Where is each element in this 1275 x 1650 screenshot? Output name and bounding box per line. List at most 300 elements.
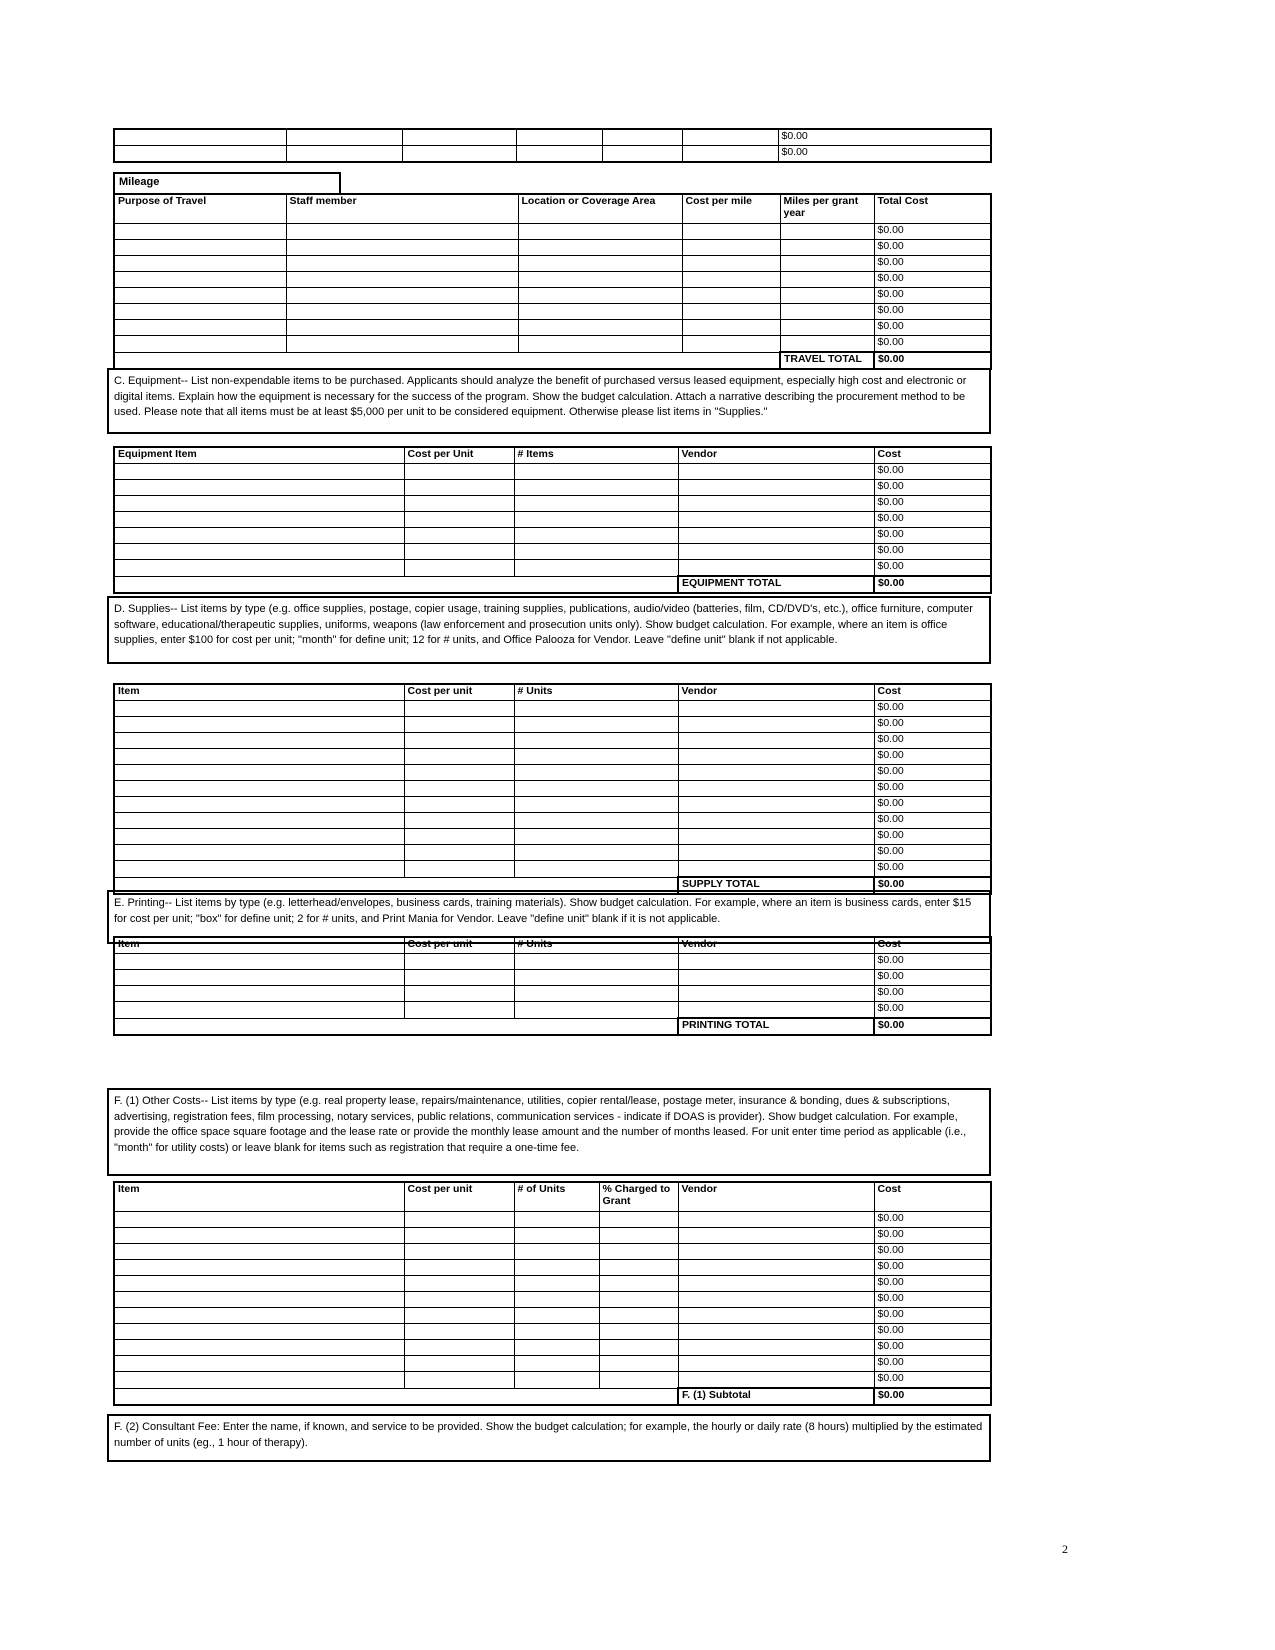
cost-cell[interactable]: $0.00 (874, 701, 991, 717)
input-cell[interactable] (404, 480, 514, 496)
cost-cell[interactable]: $0.00 (874, 797, 991, 813)
cost-cell[interactable]: $0.00 (874, 1002, 991, 1019)
input-cell[interactable] (678, 1292, 874, 1308)
table-row (114, 272, 991, 288)
input-cell[interactable] (114, 1002, 404, 1019)
cost-cell[interactable]: $0.00 (874, 765, 991, 781)
input-cell[interactable] (514, 717, 678, 733)
input-cell[interactable] (402, 146, 516, 163)
table-row (114, 1372, 991, 1389)
input-cell[interactable] (114, 320, 286, 336)
total-value: $0.00 (874, 576, 991, 593)
supplies-table (113, 683, 992, 895)
input-cell[interactable] (514, 861, 678, 878)
cost-cell[interactable]: $0.00 (874, 1308, 991, 1324)
table-row (114, 320, 991, 336)
input-cell[interactable] (514, 781, 678, 797)
input-cell[interactable] (286, 320, 518, 336)
table-row (114, 717, 991, 733)
input-cell[interactable] (514, 544, 678, 560)
input-cell[interactable] (518, 256, 682, 272)
input-cell[interactable] (402, 129, 516, 146)
input-cell[interactable] (404, 1372, 514, 1389)
input-cell[interactable] (286, 304, 518, 320)
input-cell[interactable] (114, 1292, 404, 1308)
input-cell[interactable] (514, 765, 678, 781)
input-cell[interactable] (678, 829, 874, 845)
input-cell[interactable] (114, 496, 404, 512)
cost-cell[interactable]: $0.00 (874, 288, 991, 304)
input-cell[interactable] (682, 129, 778, 146)
cost-cell[interactable]: $0.00 (874, 464, 991, 480)
input-cell[interactable] (514, 512, 678, 528)
column-header-4: % Charged to Grant (599, 1182, 678, 1212)
input-cell[interactable] (514, 1324, 599, 1340)
input-cell[interactable] (114, 797, 404, 813)
total-value: $0.00 (874, 877, 991, 894)
total-label: F. (1) Subtotal (678, 1388, 874, 1405)
table-header-row (114, 1182, 991, 1212)
cost-cell[interactable]: $0.00 (874, 861, 991, 878)
input-cell[interactable] (286, 336, 518, 353)
input-cell[interactable] (678, 749, 874, 765)
table-row (114, 1340, 991, 1356)
input-cell[interactable] (404, 1356, 514, 1372)
input-cell[interactable] (518, 320, 682, 336)
input-cell[interactable] (404, 829, 514, 845)
table-row (114, 240, 991, 256)
input-cell[interactable] (514, 829, 678, 845)
input-cell[interactable] (404, 1292, 514, 1308)
input-cell[interactable] (114, 560, 404, 577)
input-cell[interactable] (404, 1244, 514, 1260)
table-row (114, 528, 991, 544)
mileage-section-label: Mileage (113, 172, 341, 195)
cost-cell[interactable]: $0.00 (874, 1260, 991, 1276)
input-cell[interactable] (780, 240, 874, 256)
input-cell[interactable] (678, 1372, 874, 1389)
input-cell[interactable] (678, 1260, 874, 1276)
input-cell[interactable] (678, 970, 874, 986)
input-cell[interactable] (516, 129, 602, 146)
cost-cell[interactable]: $0.00 (874, 512, 991, 528)
cost-cell[interactable]: $0.00 (874, 829, 991, 845)
input-cell[interactable] (114, 954, 404, 970)
cost-cell[interactable]: $0.00 (874, 1228, 991, 1244)
table-row (114, 1244, 991, 1260)
input-cell[interactable] (114, 861, 404, 878)
input-cell[interactable] (404, 1228, 514, 1244)
input-cell[interactable] (514, 701, 678, 717)
other-costs-instructions (107, 1088, 991, 1176)
column-header-4: Vendor (678, 937, 874, 954)
table-row (114, 781, 991, 797)
input-cell[interactable] (599, 1308, 678, 1324)
input-cell[interactable] (404, 1212, 514, 1228)
input-cell[interactable] (678, 797, 874, 813)
input-cell[interactable] (678, 765, 874, 781)
input-cell[interactable] (114, 1340, 404, 1356)
input-cell[interactable] (514, 1260, 599, 1276)
input-cell[interactable] (678, 781, 874, 797)
input-cell[interactable] (514, 733, 678, 749)
input-cell[interactable] (404, 954, 514, 970)
input-cell[interactable] (114, 1244, 404, 1260)
input-cell[interactable] (404, 464, 514, 480)
input-cell[interactable] (286, 272, 518, 288)
input-cell[interactable] (780, 224, 874, 240)
input-cell[interactable] (114, 986, 404, 1002)
input-cell[interactable] (599, 1340, 678, 1356)
input-cell[interactable] (404, 765, 514, 781)
input-cell[interactable] (780, 288, 874, 304)
input-cell[interactable] (404, 528, 514, 544)
input-cell[interactable] (404, 512, 514, 528)
table-row (114, 560, 991, 577)
column-header-2: Cost per Unit (404, 447, 514, 464)
input-cell[interactable] (404, 781, 514, 797)
input-cell[interactable] (404, 1308, 514, 1324)
input-cell[interactable] (404, 813, 514, 829)
input-cell[interactable] (682, 224, 780, 240)
cost-cell[interactable]: $0.00 (778, 129, 991, 146)
input-cell[interactable] (514, 986, 678, 1002)
table-row (114, 970, 991, 986)
cost-cell[interactable]: $0.00 (874, 256, 991, 272)
input-cell[interactable] (114, 813, 404, 829)
cost-cell[interactable]: $0.00 (874, 813, 991, 829)
input-cell[interactable] (114, 304, 286, 320)
table-row (114, 1212, 991, 1228)
input-cell[interactable] (114, 224, 286, 240)
cost-cell[interactable]: $0.00 (874, 781, 991, 797)
input-cell[interactable] (678, 1276, 874, 1292)
cost-cell[interactable]: $0.00 (874, 970, 991, 986)
total-row (114, 352, 991, 369)
input-cell[interactable] (599, 1356, 678, 1372)
input-cell[interactable] (599, 1260, 678, 1276)
input-cell[interactable] (114, 1324, 404, 1340)
input-cell[interactable] (404, 749, 514, 765)
input-cell[interactable] (514, 797, 678, 813)
table-row (114, 288, 991, 304)
table-row (114, 749, 991, 765)
input-cell[interactable] (114, 480, 404, 496)
input-cell[interactable] (114, 765, 404, 781)
input-cell[interactable] (514, 1276, 599, 1292)
cost-cell[interactable]: $0.00 (874, 986, 991, 1002)
input-cell[interactable] (114, 1372, 404, 1389)
input-cell[interactable] (599, 1244, 678, 1260)
column-header-5: Miles per grant year (780, 194, 874, 224)
input-cell[interactable] (780, 256, 874, 272)
input-cell[interactable] (114, 733, 404, 749)
input-cell[interactable] (678, 512, 874, 528)
input-cell[interactable] (518, 304, 682, 320)
input-cell[interactable] (599, 1212, 678, 1228)
input-cell[interactable] (114, 970, 404, 986)
input-cell[interactable] (514, 496, 678, 512)
input-cell[interactable] (518, 224, 682, 240)
input-cell[interactable] (514, 954, 678, 970)
input-cell[interactable] (514, 1002, 678, 1019)
input-cell[interactable] (780, 320, 874, 336)
input-cell[interactable] (599, 1228, 678, 1244)
input-cell[interactable] (678, 1212, 874, 1228)
total-label: TRAVEL TOTAL (780, 352, 874, 369)
input-cell[interactable] (286, 288, 518, 304)
cost-cell[interactable]: $0.00 (874, 560, 991, 577)
cost-cell[interactable]: $0.00 (874, 240, 991, 256)
input-cell[interactable] (514, 813, 678, 829)
input-cell[interactable] (780, 336, 874, 353)
input-cell[interactable] (599, 1324, 678, 1340)
input-cell[interactable] (404, 1002, 514, 1019)
cost-cell[interactable]: $0.00 (874, 733, 991, 749)
input-cell[interactable] (682, 304, 780, 320)
cost-cell[interactable]: $0.00 (874, 480, 991, 496)
table-row (114, 224, 991, 240)
input-cell[interactable] (404, 1324, 514, 1340)
input-cell[interactable] (114, 1276, 404, 1292)
input-cell[interactable] (678, 701, 874, 717)
input-cell[interactable] (404, 733, 514, 749)
input-cell[interactable] (678, 861, 874, 878)
table-row (114, 1002, 991, 1019)
input-cell[interactable] (114, 146, 286, 163)
input-cell[interactable] (514, 1292, 599, 1308)
column-header-1: Item (114, 1182, 404, 1212)
input-cell[interactable] (599, 1372, 678, 1389)
equipment-instructions (107, 368, 991, 434)
input-cell[interactable] (518, 336, 682, 353)
input-cell[interactable] (678, 954, 874, 970)
column-header-3: Location or Coverage Area (518, 194, 682, 224)
input-cell[interactable] (678, 1324, 874, 1340)
input-cell[interactable] (678, 845, 874, 861)
table-row (114, 256, 991, 272)
input-cell[interactable] (678, 813, 874, 829)
table-row (114, 146, 991, 163)
cost-cell[interactable]: $0.00 (874, 224, 991, 240)
input-cell[interactable] (114, 701, 404, 717)
input-cell[interactable] (514, 1372, 599, 1389)
cost-cell[interactable]: $0.00 (874, 749, 991, 765)
input-cell[interactable] (602, 129, 682, 146)
total-value: $0.00 (874, 1018, 991, 1035)
table-row (114, 1292, 991, 1308)
input-cell[interactable] (404, 861, 514, 878)
input-cell[interactable] (114, 512, 404, 528)
table-row (114, 797, 991, 813)
input-cell[interactable] (514, 464, 678, 480)
input-cell[interactable] (114, 1228, 404, 1244)
cost-cell[interactable]: $0.00 (874, 1212, 991, 1228)
input-cell[interactable] (678, 717, 874, 733)
consultant-fee-narrative-text: F. (2) Consultant Fee: Enter the name, if known, and service to be provided. Show the budget calculation; for example, the hourly or daily rate (8 hours) multiplied by the estimated number of units (eg., 1 hour of therapy). (114, 1421, 983, 1449)
total-value: $0.00 (874, 1388, 991, 1405)
input-cell[interactable] (599, 1292, 678, 1308)
cost-cell[interactable]: $0.00 (874, 304, 991, 320)
input-cell[interactable] (404, 970, 514, 986)
table-row (114, 733, 991, 749)
input-cell[interactable] (682, 336, 780, 353)
input-cell[interactable] (404, 845, 514, 861)
input-cell[interactable] (514, 1340, 599, 1356)
input-cell[interactable] (780, 272, 874, 288)
input-cell[interactable] (514, 480, 678, 496)
column-header-3: # Units (514, 684, 678, 701)
cost-cell[interactable]: $0.00 (778, 146, 991, 163)
input-cell[interactable] (514, 749, 678, 765)
input-cell[interactable] (780, 304, 874, 320)
input-cell[interactable] (286, 129, 402, 146)
input-cell[interactable] (514, 1212, 599, 1228)
cost-cell[interactable]: $0.00 (874, 845, 991, 861)
cost-cell[interactable]: $0.00 (874, 544, 991, 560)
input-cell[interactable] (682, 288, 780, 304)
input-cell[interactable] (114, 464, 404, 480)
input-cell[interactable] (678, 1308, 874, 1324)
input-cell[interactable] (602, 146, 682, 163)
input-cell[interactable] (682, 146, 778, 163)
input-cell[interactable] (678, 544, 874, 560)
table-row (114, 986, 991, 1002)
table-row (114, 304, 991, 320)
input-cell[interactable] (114, 336, 286, 353)
input-cell[interactable] (286, 224, 518, 240)
cost-cell[interactable]: $0.00 (874, 272, 991, 288)
input-cell[interactable] (678, 496, 874, 512)
input-cell[interactable] (514, 1356, 599, 1372)
input-cell[interactable] (514, 528, 678, 544)
input-cell[interactable] (404, 717, 514, 733)
supplies-instructions (107, 596, 991, 664)
input-cell[interactable] (678, 480, 874, 496)
table-row (114, 512, 991, 528)
input-cell[interactable] (518, 272, 682, 288)
input-cell[interactable] (516, 146, 602, 163)
input-cell[interactable] (114, 528, 404, 544)
supplies-narrative-text: D. Supplies-- List items by type (e.g. office supplies, postage, copier usage, training supplies, publications, audio/video (batteries, film, CD/DVD's, etc.), office furniture, computer software, educational/therapeutic supplies, uniforms, weapons (law enforcement and prosecution units only). Show budget calculation. For example, where an item is office supplies, enter $100 for cost per unit; "month" for define unit; 12 for # units, and Office Palooza for Vendor. Leave "define unit" blank if not applicable. (114, 603, 973, 647)
table-row (114, 1276, 991, 1292)
input-cell[interactable] (114, 1260, 404, 1276)
input-cell[interactable] (286, 146, 402, 163)
input-cell[interactable] (678, 1356, 874, 1372)
cost-cell[interactable]: $0.00 (874, 1356, 991, 1372)
input-cell[interactable] (514, 970, 678, 986)
table-row (114, 954, 991, 970)
input-cell[interactable] (404, 1340, 514, 1356)
input-cell[interactable] (514, 1228, 599, 1244)
input-cell[interactable] (114, 1308, 404, 1324)
page-number: 2 (1062, 1542, 1068, 1556)
input-cell[interactable] (114, 829, 404, 845)
input-cell[interactable] (678, 1228, 874, 1244)
input-cell[interactable] (404, 1276, 514, 1292)
input-cell[interactable] (518, 288, 682, 304)
other-costs-table (113, 1181, 992, 1406)
column-header-2: Staff member (286, 194, 518, 224)
column-header-1: Equipment Item (114, 447, 404, 464)
input-cell[interactable] (678, 1244, 874, 1260)
table-row (114, 829, 991, 845)
input-cell[interactable] (514, 1244, 599, 1260)
cost-cell[interactable]: $0.00 (874, 1276, 991, 1292)
input-cell[interactable] (114, 717, 404, 733)
table-row (114, 1324, 991, 1340)
input-cell[interactable] (599, 1276, 678, 1292)
input-cell[interactable] (678, 986, 874, 1002)
input-cell[interactable] (114, 272, 286, 288)
input-cell[interactable] (114, 240, 286, 256)
table-row (114, 129, 991, 146)
cost-cell[interactable]: $0.00 (874, 1292, 991, 1308)
input-cell[interactable] (404, 1260, 514, 1276)
input-cell[interactable] (286, 256, 518, 272)
input-cell[interactable] (682, 256, 780, 272)
input-cell[interactable] (114, 256, 286, 272)
cost-cell[interactable]: $0.00 (874, 954, 991, 970)
input-cell[interactable] (404, 797, 514, 813)
cost-cell[interactable]: $0.00 (874, 336, 991, 353)
input-cell[interactable] (514, 560, 678, 577)
input-cell[interactable] (404, 544, 514, 560)
input-cell[interactable] (678, 1340, 874, 1356)
printing-narrative-text: E. Printing-- List items by type (e.g. letterhead/envelopes, business cards, training materials). Show budget calculation. For example, where an item is business cards, enter $15 for cost per unit; "box" for define unit; 2 for # units, and Print Mania for Vendor. Leave "define unit" blank if it is not applicable. (114, 897, 972, 925)
input-cell[interactable] (286, 240, 518, 256)
cost-cell[interactable]: $0.00 (874, 717, 991, 733)
input-cell[interactable] (404, 701, 514, 717)
cost-cell[interactable]: $0.00 (874, 1244, 991, 1260)
cost-cell[interactable]: $0.00 (874, 1372, 991, 1389)
column-header-3: # Units (514, 937, 678, 954)
input-cell[interactable] (678, 1002, 874, 1019)
input-cell[interactable] (682, 272, 780, 288)
input-cell[interactable] (114, 288, 286, 304)
input-cell[interactable] (114, 845, 404, 861)
total-value: $0.00 (874, 352, 991, 369)
input-cell[interactable] (114, 544, 404, 560)
cost-cell[interactable]: $0.00 (874, 1324, 991, 1340)
cost-cell[interactable]: $0.00 (874, 1340, 991, 1356)
input-cell[interactable] (678, 560, 874, 577)
table-row (114, 480, 991, 496)
cost-cell[interactable]: $0.00 (874, 528, 991, 544)
input-cell[interactable] (678, 528, 874, 544)
input-cell[interactable] (682, 320, 780, 336)
input-cell[interactable] (678, 733, 874, 749)
cost-cell[interactable]: $0.00 (874, 320, 991, 336)
input-cell[interactable] (114, 749, 404, 765)
column-header-2: Cost per unit (404, 684, 514, 701)
input-cell[interactable] (404, 496, 514, 512)
table-row (114, 496, 991, 512)
input-cell[interactable] (514, 845, 678, 861)
input-cell[interactable] (404, 986, 514, 1002)
cost-cell[interactable]: $0.00 (874, 496, 991, 512)
input-cell[interactable] (114, 129, 286, 146)
input-cell[interactable] (114, 1356, 404, 1372)
input-cell[interactable] (514, 1308, 599, 1324)
input-cell[interactable] (682, 240, 780, 256)
input-cell[interactable] (114, 1212, 404, 1228)
input-cell[interactable] (114, 781, 404, 797)
column-header-1: Item (114, 684, 404, 701)
input-cell[interactable] (678, 464, 874, 480)
input-cell[interactable] (518, 240, 682, 256)
input-cell[interactable] (404, 560, 514, 577)
